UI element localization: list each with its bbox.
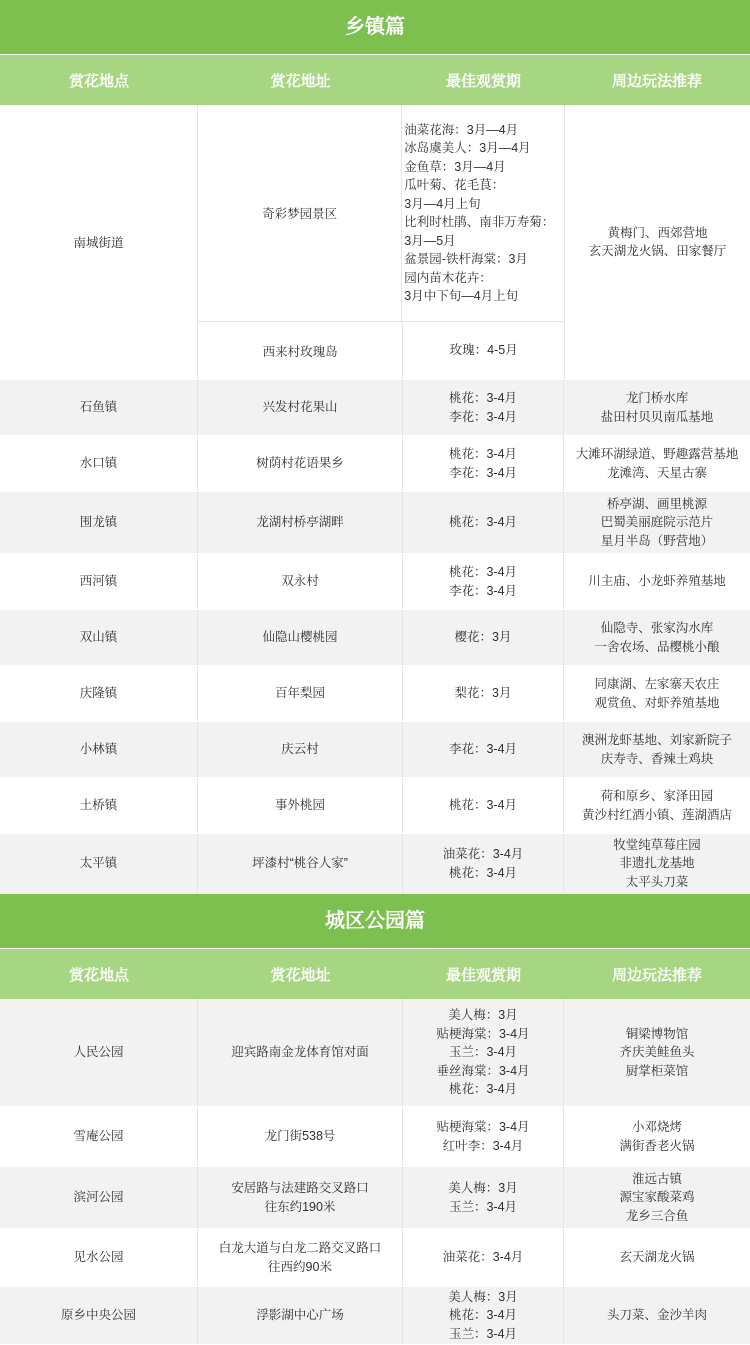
table-row <box>0 492 750 554</box>
text-line: 油菜花海：3月—4月 <box>404 122 519 137</box>
cell-address: 西来村玫瑰岛 <box>198 322 403 379</box>
text-line: 玉兰：3-4月 <box>448 1326 518 1341</box>
text-line: 桃花：3-4月 <box>448 447 518 461</box>
text-line: 桃花：3-4月 <box>448 515 518 530</box>
text-line: 大滩环湖绿道、野趣露营基地 <box>575 447 739 461</box>
text-line: 龙乡三合鱼 <box>625 1208 689 1223</box>
text-line: 樱花：3月 <box>454 630 512 645</box>
text-line: 庆云村 <box>281 742 319 757</box>
text-line: 星月半岛（野营地） <box>600 533 714 548</box>
text-line: 李花：3-4月 <box>448 583 518 598</box>
text-line: 事外桃园 <box>274 798 325 813</box>
sub-row <box>198 322 564 379</box>
text-line: 一舍农场、品樱桃小酿 <box>594 639 720 654</box>
text-line: 美人梅：3月 <box>448 1289 518 1304</box>
text-line: 桃花：3-4月 <box>448 798 518 813</box>
header-location: 赏花地点 <box>68 72 129 90</box>
text-line: 庆寿寺、香辣土鸡块 <box>600 751 714 766</box>
text-line: 同康湖、左家寨天农庄 <box>594 677 720 691</box>
cell-period <box>403 1287 564 1344</box>
text-line: 园内苗木花卉： <box>404 270 492 285</box>
text-line: 3月中下旬—4月上旬 <box>404 289 519 303</box>
text-line: 垂丝海棠：3-4月 <box>436 1063 530 1078</box>
text-line: 美人梅：3月 <box>448 1008 518 1023</box>
table-row <box>0 722 750 778</box>
text-line: 巴蜀美丽庭院示范片 <box>600 515 714 530</box>
text-line: 冰岛虞美人：3月—4月 <box>404 141 531 155</box>
cell-recommend <box>564 834 750 893</box>
park-rows <box>0 999 750 1345</box>
header-recommend: 周边玩法推荐 <box>611 72 702 90</box>
text-line: 厨掌柜菜馆 <box>625 1063 689 1078</box>
cell-period <box>403 722 564 777</box>
town-table-header <box>0 55 750 105</box>
text-line: 贴梗海棠：3-4月 <box>436 1120 530 1134</box>
cell-recommend <box>564 1107 750 1166</box>
table-row <box>0 1287 750 1345</box>
text-line: 瓜叶菊、花毛茛： <box>404 178 505 192</box>
cell-address <box>198 666 403 721</box>
table-row-nancheng <box>0 105 750 380</box>
text-line: 往东约190米 <box>264 1199 336 1214</box>
cell-recommend <box>564 380 750 435</box>
cell-location: 南城街道 <box>0 105 198 379</box>
table-row <box>0 1229 750 1287</box>
text-line: 观赏鱼、对虾养殖基地 <box>594 695 720 710</box>
cell-address <box>198 380 403 435</box>
town-rows <box>0 380 750 894</box>
cell-recommend <box>564 554 750 609</box>
text-line: 玫瑰：4-5月 <box>449 343 518 358</box>
table-row <box>0 834 750 894</box>
text-line: 桃花：3-4月 <box>448 1308 518 1323</box>
text-line: 太平头刀菜 <box>625 874 689 889</box>
text-line: 源宝家酸菜鸡 <box>619 1190 695 1205</box>
cell-recommend <box>564 436 750 491</box>
text-line: 金鱼草：3月—4月 <box>404 159 506 174</box>
cell-period <box>403 380 564 435</box>
text-line: 油菜花：3-4月 <box>442 1250 524 1265</box>
cell-location: 滨河公园 <box>0 1167 198 1228</box>
cell-period <box>402 105 564 321</box>
table-row <box>0 666 750 722</box>
header-period: 最佳观赏期 <box>445 966 521 984</box>
text-line: 李花：3-4月 <box>448 465 518 480</box>
cell-period <box>403 492 564 553</box>
text-line: 桃花：3-4月 <box>448 865 518 880</box>
text-line: 玉兰：3-4月 <box>448 1199 518 1214</box>
text-line: 盐田村贝贝南瓜基地 <box>600 409 714 424</box>
cell-location: 人民公园 <box>0 999 198 1106</box>
text-line: 龙门桥水库 <box>625 391 689 405</box>
text-line: 百年梨园 <box>274 686 325 701</box>
header-recommend: 周边玩法推荐 <box>611 966 702 984</box>
text-line: 玉兰：3-4月 <box>448 1045 518 1060</box>
text-line: 李花：3-4月 <box>448 409 518 424</box>
text-line: 贴梗海棠：3-4月 <box>436 1026 530 1041</box>
table-row <box>0 999 750 1107</box>
text-line: 淮远古镇 <box>631 1171 682 1186</box>
text-line: 美人梅：3月 <box>448 1181 518 1195</box>
table-row <box>0 380 750 436</box>
text-line: 龙门街538号 <box>264 1129 336 1144</box>
cell-recommend <box>564 492 750 553</box>
text-line: 龙滩湾、天星古寨 <box>606 465 707 480</box>
text-line: 玄天湖龙火锅 <box>619 1250 695 1265</box>
text-line: 兴发村花果山 <box>262 400 338 415</box>
cell-period <box>403 999 564 1106</box>
text-line: 川主庙、小龙虾养殖基地 <box>588 574 726 589</box>
cell-period <box>403 436 564 491</box>
park-section-title: 城区公园篇 <box>0 894 750 949</box>
text-line: 玄天湖龙火锅、田家餐厅 <box>588 244 727 258</box>
cell-location: 原乡中央公园 <box>0 1287 198 1344</box>
cell-location: 围龙镇 <box>0 492 198 553</box>
text-line: 桥亭湖、画里桃源 <box>606 496 707 511</box>
text-line: 齐庆美鲑鱼头 <box>619 1045 695 1060</box>
cell-recommend <box>564 1287 750 1344</box>
text-line: 黄沙村红酒小镇、莲湖酒店 <box>581 807 732 822</box>
cell-location: 见水公园 <box>0 1229 198 1286</box>
cell-address <box>198 1287 403 1344</box>
text-line: 非遗扎龙基地 <box>619 856 695 871</box>
cell-address <box>198 778 403 833</box>
text-line: 树荫村花语果乡 <box>256 456 344 471</box>
table-row <box>0 1167 750 1229</box>
cell-location: 西河镇 <box>0 554 198 609</box>
cell-location: 太平镇 <box>0 834 198 893</box>
cell-location: 石鱼镇 <box>0 380 198 435</box>
cell-recommend <box>565 105 750 379</box>
cell-period <box>403 1107 564 1166</box>
cell-period <box>403 666 564 721</box>
cell-period <box>403 778 564 833</box>
cell-location: 庆隆镇 <box>0 666 198 721</box>
cell-address <box>198 1229 403 1286</box>
text-line: 龙湖村桥亭湖畔 <box>256 515 344 530</box>
table-row <box>0 610 750 666</box>
text-line: 浮影湖中心广场 <box>256 1308 344 1323</box>
park-table-header <box>0 949 750 999</box>
cell-recommend <box>564 1229 750 1286</box>
sub-rows <box>198 105 565 379</box>
text-line: 桃花：3-4月 <box>448 1082 518 1097</box>
table-row <box>0 1107 750 1167</box>
text-line: 红叶李：3-4月 <box>442 1138 524 1153</box>
cell-recommend <box>564 722 750 777</box>
cell-address <box>198 1107 403 1166</box>
table-row <box>0 554 750 610</box>
cell-location: 水口镇 <box>0 436 198 491</box>
cell-period <box>403 322 564 379</box>
table-row <box>0 778 750 834</box>
text-line: 黄梅门、西郊营地 <box>607 225 708 240</box>
cell-location: 雪庵公园 <box>0 1107 198 1166</box>
text-line: 铜梁博物馆 <box>625 1026 689 1041</box>
text-line: 头刀菜、金沙羊肉 <box>606 1308 707 1323</box>
text-line: 桃花：3-4月 <box>448 565 518 579</box>
text-line: 往西约90米 <box>268 1259 332 1274</box>
cell-address <box>198 492 403 553</box>
cell-address <box>198 436 403 491</box>
cell-address: 奇彩梦园景区 <box>198 105 402 321</box>
header-address: 赏花地址 <box>270 72 331 90</box>
cell-period <box>403 1167 564 1228</box>
text-line: 荷和原乡、家泽田园 <box>600 789 714 803</box>
cell-location: 双山镇 <box>0 610 198 665</box>
text-line: 小邓烧烤 <box>631 1120 682 1134</box>
text-line: 满街香老火锅 <box>619 1138 695 1153</box>
cell-address <box>198 722 403 777</box>
cell-address <box>198 554 403 609</box>
text-line: 梨花：3月 <box>454 686 512 701</box>
cell-period <box>403 554 564 609</box>
text-line: 3月—5月 <box>404 233 456 248</box>
text-line: 仙隐山樱桃园 <box>262 630 338 645</box>
cell-address <box>198 610 403 665</box>
text-line: 迎宾路南金龙体育馆对面 <box>231 1045 369 1060</box>
text-line: 桃花：3-4月 <box>448 391 518 405</box>
text-line: 盆景园-铁杆海棠：3月 <box>404 252 528 266</box>
header-period: 最佳观赏期 <box>445 72 521 90</box>
cell-address <box>198 834 403 893</box>
header-address: 赏花地址 <box>270 966 331 984</box>
cell-location: 土桥镇 <box>0 778 198 833</box>
cell-location: 小林镇 <box>0 722 198 777</box>
cell-period <box>403 834 564 893</box>
text-line: 坪漆村“桃谷人家” <box>252 856 348 871</box>
header-location: 赏花地点 <box>68 966 129 984</box>
cell-recommend <box>564 666 750 721</box>
text-line: 牧堂纯草莓庄园 <box>613 837 701 852</box>
table-row <box>0 436 750 492</box>
cell-recommend <box>564 999 750 1106</box>
text-line: 3月—4月上旬 <box>404 196 481 211</box>
cell-recommend <box>564 1167 750 1228</box>
cell-recommend <box>564 610 750 665</box>
text-line: 澳洲龙虾基地、刘家新院子 <box>581 733 732 747</box>
text-line: 比利时杜鹃、南非万寿菊： <box>404 215 555 229</box>
text-line: 仙隐寺、张家沟水库 <box>600 621 714 635</box>
text-line: 安居路与法建路交叉路口 <box>231 1181 369 1195</box>
cell-period <box>403 1229 564 1286</box>
cell-address <box>198 999 403 1106</box>
text-line: 双永村 <box>281 574 319 589</box>
cell-period <box>403 610 564 665</box>
text-line: 李花：3-4月 <box>448 742 518 757</box>
town-section-title: 乡镇篇 <box>0 0 750 55</box>
sub-row <box>198 105 564 322</box>
text-line: 白龙大道与白龙二路交叉路口 <box>218 1241 382 1255</box>
cell-address <box>198 1167 403 1228</box>
cell-recommend <box>564 778 750 833</box>
text-line: 油菜花：3-4月 <box>442 847 524 861</box>
